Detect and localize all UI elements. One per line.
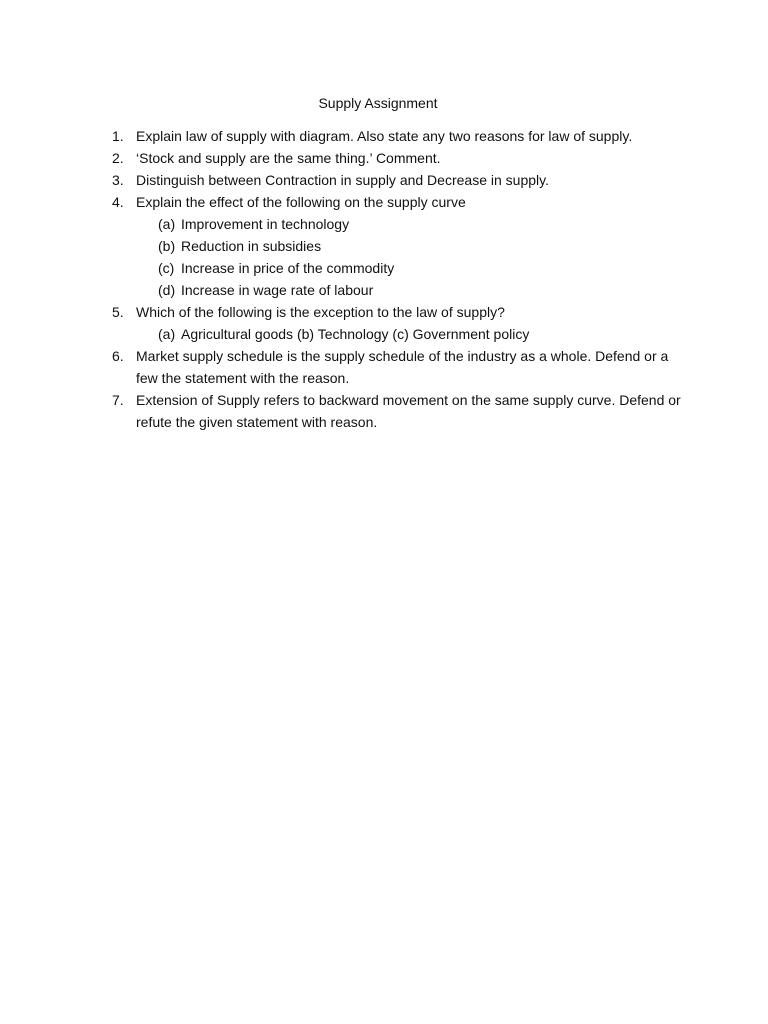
sub-question-item [0,213,701,235]
question-item [0,345,684,389]
sub-question-text: Increase in price of the commodity [181,260,395,276]
sub-question-label: (b) [158,238,176,254]
question-item [0,191,684,213]
sub-question-text: Improvement in technology [181,216,350,232]
question-number: 3. [112,172,124,188]
question-number: 7. [112,392,124,408]
question-item [0,125,684,147]
sub-question-label: (d) [158,282,176,298]
sub-question-item [0,257,701,279]
question-number: 4. [112,194,124,210]
question-number: 5. [112,304,124,320]
sub-question-text: Agricultural goods (b) Technology (c) Government policy [181,326,530,342]
question-text: ‘Stock and supply are the same thing.’ Comment. [136,150,441,166]
sub-question-item [0,235,701,257]
question-item [0,169,684,191]
sub-question-label: (a) [158,326,176,342]
sub-question-text: Increase in wage rate of labour [181,282,374,298]
sub-question-label: (c) [158,260,175,276]
question-item [0,147,684,169]
question-number: 2. [112,150,124,166]
question-text: Market supply schedule is the supply schedule of the industry as a whole. Defend or a few the statement with the reason. [136,348,669,386]
question-text: Distinguish between Contraction in supply and Decrease in supply. [136,172,549,188]
question-item [0,301,684,323]
question-text: Explain the effect of the following on the supply curve [136,194,466,210]
question-number: 1. [112,128,124,144]
question-text: Which of the following is the exception to the law of supply? [136,304,505,320]
sub-question-item [0,279,701,301]
question-item [0,389,684,433]
sub-question-label: (a) [158,216,176,232]
sub-question-item [0,323,701,345]
question-text: Explain law of supply with diagram. Also state any two reasons for law of supply. [136,128,633,144]
question-list [0,125,768,433]
question-text: Extension of Supply refers to backward movement on the same supply curve. Defend or refute the given statement with reason. [136,392,681,430]
page-title: Supply Assignment [318,95,438,111]
sub-question-text: Reduction in subsidies [181,238,322,254]
question-number: 6. [112,348,124,364]
